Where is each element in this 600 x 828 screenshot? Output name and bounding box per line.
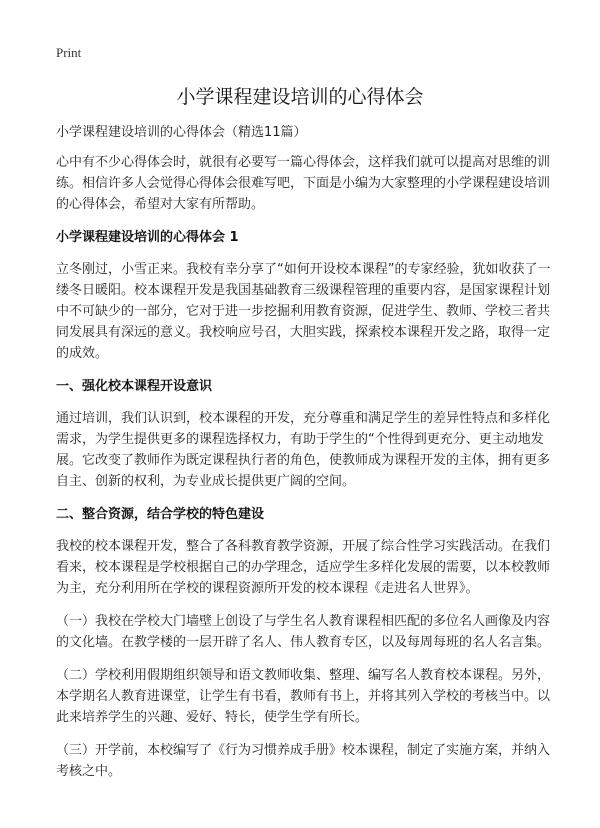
section-paragraph: 立冬刚过，小雪正来。我校有幸分享了“如何开设校本课程”的专家经验，犹如收获了一缕冬日暖阳。校本课程开发是我国基础教育三级课程管理的重要内容，是国家课程计划中不可缺少的一部分，它对于进一步挖掘利用教育资源，促进学生、教师、学校三者共同发展具有深远的意义。我校响应号召，大胆实践，探索校本课程开发之路，取得一定的成效。 (56, 262, 551, 361)
subheading-resources: 二、整合资源，结合学校的特色建设 (56, 507, 265, 522)
section-title: 小学课程建设培训的心得体会 1 (56, 230, 239, 245)
intro-paragraph: 心中有不少心得体会时，就很有必要写一篇心得体会，这样我们就可以提高对思维的训练。相信许多人会觉得心得体会很难写吧，下面是小编为大家整理的小学课程建设培训的心得体会，希望对大家有所帮助。 (56, 155, 551, 212)
subheading-awareness: 一、强化校本课程开设意识 (56, 379, 213, 394)
awareness-paragraph: 通过培训，我们认识到，校本课程的开发，充分尊重和满足学生的差异性特点和多样化需求，为学生提供更多的课程选择权力，有助于学生的“个性得到更充分、更主动地发展。它改变了教师作为既定课程执行者的角色，使教师成为课程开发的主体，拥有更多自主、创新的权利，为专业成长提供更广阔的空间。 (56, 411, 551, 489)
page-title: 小学课程建设培训的心得体会 (176, 86, 424, 108)
resources-paragraph: 我校的校本课程开发，整合了各科教育教学资源，开展了综合性学习实践活动。在我们看来，校本课程是学校根据自己的办学理念，适应学生多样化发展的需要，以本校教师为主，充分利用所在学校的课程资源所开发的校本课程《走进名人世界》。 (56, 539, 551, 596)
list-item-1: （一）我校在学校大门墙壁上创设了与学生名人教育课程相匹配的多位名人画像及内容的文化墙。在教学楼的一层开辟了名人、伟人教育专区，以及每周每班的名人名言集。 (56, 614, 551, 650)
document-subtitle: 小学课程建设培训的心得体会（精选11篇） (56, 125, 307, 140)
print-link[interactable]: Print (56, 45, 82, 60)
list-item-3: （三）开学前，本校编写了《行为习惯养成手册》校本课程，制定了实施方案，并纳入考核之中。 (56, 743, 551, 779)
list-item-2: （二）学校利用假期组织领导和语文教师收集、整理、编写名人教育校本课程。另外，本学期名人教育进课堂，让学生有书看，教师有书上，并将其列入学校的考核当中。以此来培养学生的兴趣、爱好、特长，使学生学有所长。 (56, 668, 551, 725)
